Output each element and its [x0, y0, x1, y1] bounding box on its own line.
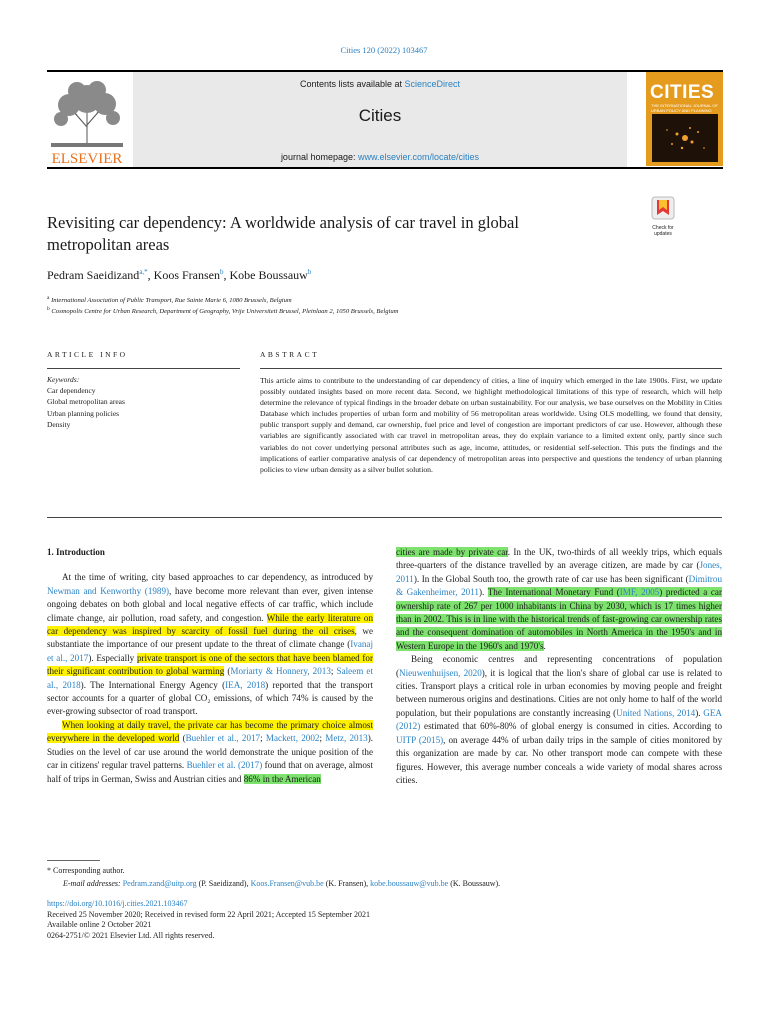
keyword: Density [47, 419, 71, 429]
text-run: At the time of writing, city based approaches to car dependency, as introduced by [62, 572, 373, 583]
homepage-link[interactable]: www.elsevier.com/locate/cities [358, 152, 480, 162]
citation-line[interactable]: Cities 120 (2022) 103467 [340, 45, 428, 55]
cover-subtitle: THE INTERNATIONAL JOURNAL OF URBAN POLICY AND PLANNING [651, 103, 718, 113]
author-name[interactable]: Kobe Boussauw [229, 268, 308, 282]
journal-cover[interactable] [646, 72, 723, 166]
cover-city-image [652, 114, 718, 162]
journal-title: Cities [358, 106, 402, 125]
text-run: , on average 44% of urban daily trips in the sample of cities monitored by this organization are made by car. No other transport mode can compete with these figures. However, this average number conceals a wide variety of modal shares across cities. [396, 734, 722, 785]
email-link[interactable]: Pedram.zand@uitp.org [122, 879, 197, 888]
divider [47, 517, 722, 518]
citation-link[interactable]: Newman and Kenworthy (1989) [47, 585, 170, 596]
keyword: Car dependency [47, 386, 96, 396]
citation-link[interactable]: Nieuwenhuijsen, 2020 [399, 667, 482, 678]
dates-received: Received 25 November 2020; Received in revised form 22 April 2021; Accepted 15 September 2021 [47, 909, 371, 919]
email-line: E-mail addresses: Pedram.zand@uitp.org (P. Saeidizand), Koos.Fransen@vub.be (K. Fransen), kobe.boussauw@vub.be (K. Boussauw). [63, 879, 501, 888]
divider [47, 368, 240, 369]
text-run: ). The International Energy Agency ( [80, 679, 226, 690]
abstract-text: This article aims to contribute to the understanding of car dependency of cities, a line of inquiry which emerged in the late 1900s. First, we update possibly outdated insights based on more recent data. Second, we highlight methodological limitations of this type of research, which will help determine the relevance of typical findings in the broader debate on urban sustainability. For our analysis, we base ourselves on the Mobility in Cities Database which includes properties of urban form and mobility of 56 metropolitan areas worldwide. Using OLS modelling, we found that density, public transport supply and demand, car ownership, fuel price and level of congestion are important predictors of car use. However, although these variables are significantly associated with car travel in metropolitan areas, they do explain variance to a limited extent only, partly since such variables do not cover underlying personal attributes such as age, income, attitudes, or residential self-selection. This puts the findings and the implications of earlier comparative analysis of car dependency of metropolitan areas into perspective and questions the tendency of urban planning policies to view urban density as a silver bullet solution. [260, 376, 722, 474]
keyword: Urban planning policies [47, 408, 120, 418]
check-for-updates-badge[interactable] [646, 196, 680, 237]
contents-line: Contents lists available at ScienceDirect [299, 79, 461, 89]
citation-link[interactable]: GEA (2012) [396, 707, 722, 732]
text-run: ( [179, 733, 186, 744]
text-run: ). [478, 587, 488, 598]
email-link[interactable]: Koos.Fransen@vub.be [250, 879, 324, 888]
header-bottom-rule [47, 167, 723, 169]
citation-link[interactable]: Jones, 2011 [396, 560, 722, 584]
highlighted-text: The International Monetary Fund ( [487, 587, 620, 598]
affiliation: $^b$ Cosmopolis Centre for Urban Research, Department of Geography, Vrije Universiteit Brussel, Pleinlaan 2, 1050 Brussels, Belgium [47, 306, 399, 316]
left-column [47, 546, 373, 786]
text-run: , have become more relevant than ever, given intense ongoing debates on both global and local negative effects of car traffic, which include climate change, air pollution, road safety, and congestion. [47, 585, 373, 623]
citation-link[interactable]: Moriarty & Honnery, 2013 [230, 666, 331, 677]
text-run: . In the UK, two-thirds of all weekly trips, which equals three-quarters of the distance travelled by an average citizen, are made by car ( [396, 547, 722, 571]
text-run: ( [224, 666, 231, 677]
text-run: ). [695, 707, 704, 718]
citation-link[interactable]: Mackett, 2002 [265, 733, 320, 744]
text-run: ). In the Global South too, the growth rate of car use has been significant ( [413, 573, 689, 584]
check-updates-label: Check for updates [652, 225, 674, 237]
footnote-rule [47, 860, 100, 861]
author-list: Pedram Saeidizand$^{a,*}$, Koos Fransen$^b$, Kobe Boussauw$^b$ [47, 268, 312, 282]
article-info-heading: ARTICLE INFO [47, 350, 128, 359]
highlighted-text: When looking at daily travel, the private car has become the primary choice almost everywhere in the developed world [47, 719, 373, 744]
text-run: estimated that 60%-80% of global energy is consumed in cities. According to [420, 721, 722, 732]
keyword: Global metropolitan areas [47, 397, 125, 407]
intro-paragraph [47, 571, 373, 718]
intro-paragraph [396, 653, 722, 787]
citation-link[interactable]: Metz, 2013 [325, 733, 368, 744]
citation-link[interactable]: Dimitrou & Gakenheimer, 2011 [396, 573, 722, 598]
section-heading: 1. Introduction [47, 547, 105, 557]
text-run: ; [319, 733, 326, 744]
corresponding-note: * Corresponding author. [47, 866, 125, 875]
email-link[interactable]: kobe.boussauw@vub.be [370, 879, 449, 888]
cover-title: CITIES [650, 82, 715, 103]
citation-link[interactable]: Ivanaj et al., 2017 [47, 639, 373, 663]
article-title: Revisiting car dependency: A worldwide analysis of car travel in global metropolitan areas [47, 213, 519, 254]
text-run: ). Especially [88, 652, 137, 663]
highlighted-text: cities are made by private car [396, 547, 508, 557]
author-name[interactable]: Koos Fransen [153, 268, 220, 282]
bookmark-icon [646, 196, 680, 220]
citation-link[interactable]: UITP (2015) [396, 734, 444, 745]
citation-link[interactable]: IEA, 2018 [225, 679, 266, 690]
doi-link[interactable]: https://doi.org/10.1016/j.cities.2021.103467 [47, 899, 188, 908]
date-online: Available online 2 October 2021 [47, 920, 152, 930]
homepage-line: journal homepage: www.elsevier.com/locate/cities [280, 152, 480, 162]
right-column [396, 546, 722, 787]
citation-link[interactable]: Saleem et al., 2018 [47, 666, 373, 690]
text-run: ). Studies on the level of car use around the world demonstrate the unique position of the car in citizens' regular travel patterns. [47, 733, 374, 771]
divider [260, 368, 722, 369]
text-run: ) reported that the transport sector accounts for a quarter of global CO₂ emissions, of which 74% is caused by the ever-growing subsector of road transport. [47, 679, 373, 717]
abstract-heading: ABSTRACT [260, 350, 320, 359]
article-footer [47, 899, 370, 942]
author-name[interactable]: Pedram Saeidizand [47, 268, 140, 282]
text-run: , we substantiate the importance of our present update to the threat of climate change ( [47, 626, 373, 650]
text-run: Being economic centres and representing concentrations of population ( [396, 654, 722, 678]
citation-link[interactable]: Buehler et al., 2017 [185, 733, 261, 744]
highlighted-text: While the early literature on car dependency was inspired by scarcity of fossil fuel during the oil crises [47, 612, 373, 637]
highlighted-text: ) predicted a car ownership rate of 267 per 1000 inhabitants in China by 2030, which is 17 times higher than in 2002. This is in line with the historical trends of fast-growing car ownership rates and the consequent domination of automobiles in North America in the 1950's and in Western Europe in the 1960's and 1970's [396, 587, 722, 651]
intro-paragraph [396, 546, 722, 653]
affiliation: $^a$ International Association of Public Transport, Rue Sainte Marie 6, 1080 Brussels, Belgium [47, 295, 292, 305]
citation-link[interactable]: Buehler et al. (2017) [186, 760, 263, 771]
text-run: . [543, 640, 546, 651]
text-run: ), it is logical that the lion's share of global car use is related to cities. Transport plays a critical role in urban economies by moving people and freight between numerous origins and destinations. Cities are not only home to half of the world population, but their populations are constantly increasing ( [396, 667, 722, 718]
text-run: found that on average, almost half of trips in German, Swiss and Austrian cities and [47, 760, 373, 784]
keywords-block [47, 374, 125, 430]
text-run: ; [330, 666, 337, 677]
text-run: ; [260, 733, 266, 744]
sciencedirect-link[interactable]: ScienceDirect [404, 79, 461, 89]
citation-link[interactable]: United Nations, 2014 [616, 707, 696, 718]
highlighted-text: private transport is one of the sectors that have been blamed for their significant contribution to global warming [47, 652, 373, 677]
copyright: 0264-2751/© 2021 Elsevier Ltd. All rights reserved. [47, 931, 215, 941]
intro-paragraph [47, 719, 373, 786]
keywords-label: Keywords: [47, 375, 80, 384]
publisher-wordmark: ELSEVIER [51, 151, 123, 165]
citation-link[interactable]: IMF, 2005 [619, 587, 660, 598]
highlighted-text: 86% in the American [243, 773, 321, 784]
elsevier-logo [47, 77, 127, 165]
